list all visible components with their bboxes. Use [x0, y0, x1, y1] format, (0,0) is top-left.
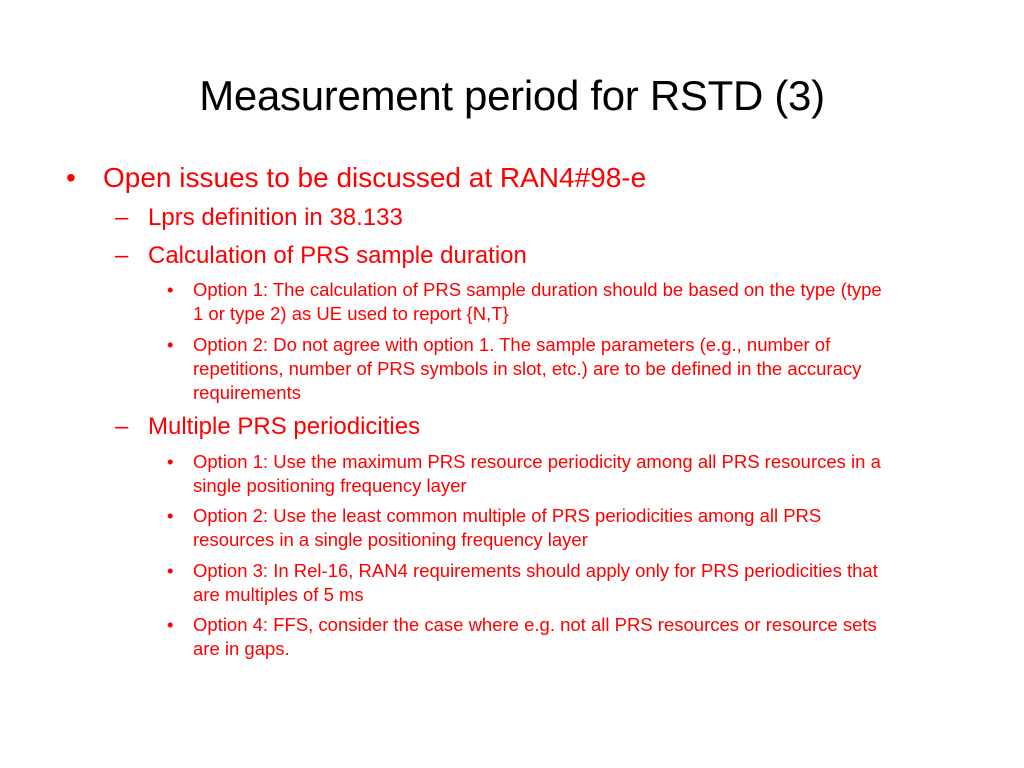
multi-option2-line2: resources in a single positioning frequency layer — [193, 529, 588, 550]
multi-option1-line2: single positioning frequency layer — [193, 475, 467, 496]
lprs-item: Lprs definition in 38.133 — [148, 204, 403, 231]
bullet-icon: • — [167, 560, 174, 581]
bullet-icon: • — [66, 162, 76, 193]
calc-option2-line2: repetitions, number of PRS symbols in slot, etc.) are to be defined in the accuracy — [193, 358, 862, 379]
bullet-icon: • — [167, 505, 174, 526]
bullet-icon: • — [167, 279, 174, 300]
dash-icon: – — [115, 242, 129, 269]
multi-option4-line1: Option 4: FFS, consider the case where e.g. not all PRS resources or resource sets — [193, 614, 877, 635]
calc-option2-line3: requirements — [193, 382, 301, 403]
multi-option3-line1: Option 3: In Rel-16, RAN4 requirements should apply only for PRS periodicities that — [193, 560, 878, 581]
slide-title: Measurement period for RSTD (3) — [199, 72, 825, 119]
calc-option1-line2: 1 or type 2) as UE used to report {N,T} — [193, 303, 509, 324]
multi-option4-line2: are in gaps. — [193, 638, 290, 659]
calc-option1-line1: Option 1: The calculation of PRS sample duration should be based on the type (type — [193, 279, 882, 300]
multi-option3-line2: are multiples of 5 ms — [193, 584, 364, 605]
bullet-icon: • — [167, 334, 174, 355]
dash-icon: – — [115, 204, 129, 231]
multi-option2-line1: Option 2: Use the least common multiple of PRS periodicities among all PRS — [193, 505, 822, 526]
multi-option1-line1: Option 1: Use the maximum PRS resource periodicity among all PRS resources in a — [193, 451, 881, 472]
calculation-item: Calculation of PRS sample duration — [148, 242, 527, 269]
calc-option2-line1: Option 2: Do not agree with option 1. The sample parameters (e.g., number of — [193, 334, 831, 355]
bullet-icon: • — [167, 451, 174, 472]
open-issues-item: Open issues to be discussed at RAN4#98-e — [103, 162, 647, 193]
dash-icon: – — [115, 413, 129, 440]
bullet-icon: • — [167, 614, 174, 635]
multiple-periodicities-item: Multiple PRS periodicities — [148, 413, 421, 440]
